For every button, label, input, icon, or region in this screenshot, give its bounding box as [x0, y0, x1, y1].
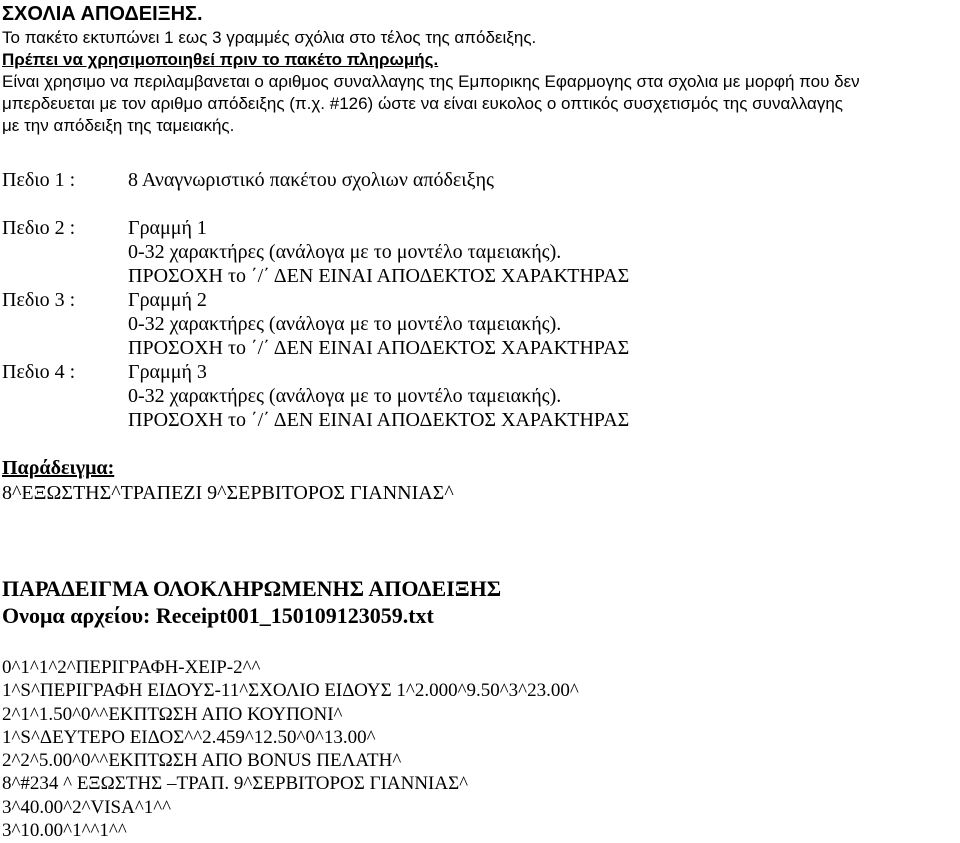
intro-paragraph: [2, 27, 952, 137]
field-warning: ΠΡΟΣΟΧΗ το ΄/΄ ΔΕΝ ΕΙΝΑΙ ΑΠΟΔΕΚΤΟΣ ΧΑΡΑΚΤΗΡΑΣ: [128, 337, 630, 359]
field-description: 0-32 χαρακτήρες (ανάλογα με το μοντέλο ταμειακής).: [128, 241, 562, 263]
receipt-line: 2^1^1.50^0^^ΕΚΠΤΩΣΗ ΑΠΟ ΚΟΥΠΟΝΙ^: [2, 703, 343, 725]
field-description: 0-32 χαρακτήρες (ανάλογα με το μοντέλο ταμειακής).: [128, 385, 562, 407]
document-title: ΣΧΟΛΙΑ ΑΠΟΔΕΙΞΗΣ.: [2, 3, 203, 25]
field-description: Γραμμή 3: [128, 361, 207, 383]
receipt-line: 3^40.00^2^VISA^1^^: [2, 796, 172, 818]
field-label: Πεδιο 2 :: [2, 217, 76, 239]
field-label: Πεδιο 4 :: [2, 361, 76, 383]
receipt-line: 2^2^5.00^0^^ΕΚΠΤΩΣΗ ΑΠΟ BONUS ΠΕΛΑΤΗ^: [2, 750, 402, 772]
intro-line-4: μπερδευεται με τον αριθμο απόδειξης (π.χ. #126) ώστε να είναι ευκολος ο οπτικός συσχετισμός της συναλλαγης: [2, 94, 844, 113]
sample-receipt-title: ΠΑΡΑΔΕΙΓΜΑ ΟΛΟΚΛΗΡΩΜΕΝΗΣ ΑΠΟΔΕΙΞΗΣ: [2, 576, 502, 601]
field-warning: ΠΡΟΣΟΧΗ το ΄/΄ ΔΕΝ ΕΙΝΑΙ ΑΠΟΔΕΚΤΟΣ ΧΑΡΑΚΤΗΡΑΣ: [128, 265, 630, 287]
receipt-line: 1^S^ΠΕΡΙΓΡΑΦΗ ΕΙΔΟΥΣ-11^ΣΧΟΛΙΟ ΕΙΔΟΥΣ 1^2.000^9.50^3^23.00^: [2, 680, 579, 702]
receipt-line: 3^10.00^1^^1^^: [2, 820, 127, 842]
sample-file-name: Ονομα αρχείου: Receipt001_150109123059.txt: [2, 603, 434, 628]
example-heading: Παράδειγμα:: [2, 457, 115, 479]
intro-line-5: με την απόδειξη της ταμειακής.: [2, 116, 235, 135]
receipt-line: 8^#234 ^ ΕΞΩΣΤΗΣ –ΤΡΑΠ. 9^ΣΕΡΒΙΤΟΡΟΣ ΓΙΑΝΝΙΑΣ^: [2, 773, 469, 795]
field-description: Γραμμή 2: [128, 289, 207, 311]
intro-line-1: Το πακέτο εκτυπώνει 1 εως 3 γραμμές σχόλια στο τέλος της απόδειξης.: [2, 28, 537, 47]
field-warning: ΠΡΟΣΟΧΗ το ΄/΄ ΔΕΝ ΕΙΝΑΙ ΑΠΟΔΕΚΤΟΣ ΧΑΡΑΚΤΗΡΑΣ: [128, 409, 630, 431]
field-description: 0-32 χαρακτήρες (ανάλογα με το μοντέλο ταμειακής).: [128, 313, 562, 335]
field-description: Γραμμή 1: [128, 217, 207, 239]
receipt-line: 0^1^1^2^ΠΕΡΙΓΡΑΦΗ-ΧΕΙΡ-2^^: [2, 657, 261, 678]
field-label: Πεδιο 1 :: [2, 169, 76, 191]
field-label: Πεδιο 3 :: [2, 289, 76, 311]
receipt-line: 1^S^ΔΕΥΤΕΡΟ ΕΙΔΟΣ^^2.459^12.50^0^13.00^: [2, 726, 376, 748]
intro-warning: Πρέπει να χρησιμοποιηθεί πριν το πακέτο πληρωμής.: [2, 50, 439, 69]
field-description: 8 Αναγνωριστικό πακέτου σχολιων απόδειξης: [128, 169, 494, 191]
example-line: 8^ΕΞΩΣΤΗΣ^ΤΡΑΠΕΖΙ 9^ΣΕΡΒΙΤΟΡΟΣ ΓΙΑΝΝΙΑΣ^: [2, 482, 454, 504]
sample-receipt-lines: [2, 656, 579, 842]
intro-line-3: Είναι χρησιμο να περιλαμβανεται ο αριθμος συναλλαγης της Εμπορικης Εφαρμογης στα σχολια με μορφή που δεν: [2, 72, 860, 91]
